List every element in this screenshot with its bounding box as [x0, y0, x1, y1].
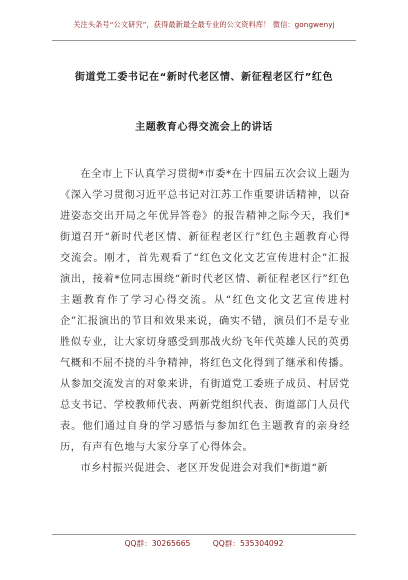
document-body [60, 164, 350, 479]
header-divider [52, 40, 356, 41]
document-title-line-1: 街道党工委书记在“新时代老区情、新征程老区行”红色 [74, 72, 334, 83]
header-promo-note: 关注头条号“公文研究”，获得最新最全最专业的公文资料库！ 微信：gongwenyj [73, 20, 335, 29]
footer-divider [52, 534, 356, 535]
footer-qq-group-1: QQ群：30265665 [124, 539, 191, 548]
footer-qq-group-2: QQ群：535304092 [212, 539, 284, 548]
footer [0, 538, 408, 549]
document-title-line-2: 主题教育心得交流会上的讲话 [135, 122, 273, 133]
body-paragraph: 市乡村振兴促进会、老区开发促进会对我们*街道“新 [80, 463, 329, 474]
body-paragraph: 在全市上下认真学习贯彻*市委*在十四届五次会议上题为《深入学习贯彻习近平总书记对江苏工作重要讲话精神，以奋进姿态交出开局之年优异答卷》的报告精神之际今天，我们*街道召开“新时代老区情、新征程老区行”红色主题教育心得交流会。刚才，首先观看了“红色文化文艺宣传进村企”汇报演出，接着*位同志围绕“新时代老区情、新征程老区行”红色主题教育作了学习心得交流。从“红色文化文艺宣传进村企”汇报演出的节目和效果来说，确实不错，演员们不是专业胜似专业，让大家切身感受到那战火纷飞年代英雄人民的英勇气概和不屈不挠的斗争精神，将红色文化得到了继承和传播。从参加交流发言的对象来讲，有街道党工委班子成员、村居党总支书记、学校教师代表、两新党组织代表、街道部门人员代表。他们通过自身的学习感悟与参加红色主题教育的亲身经历，有声有色地与大家分享了心得体会。 [60, 169, 350, 453]
